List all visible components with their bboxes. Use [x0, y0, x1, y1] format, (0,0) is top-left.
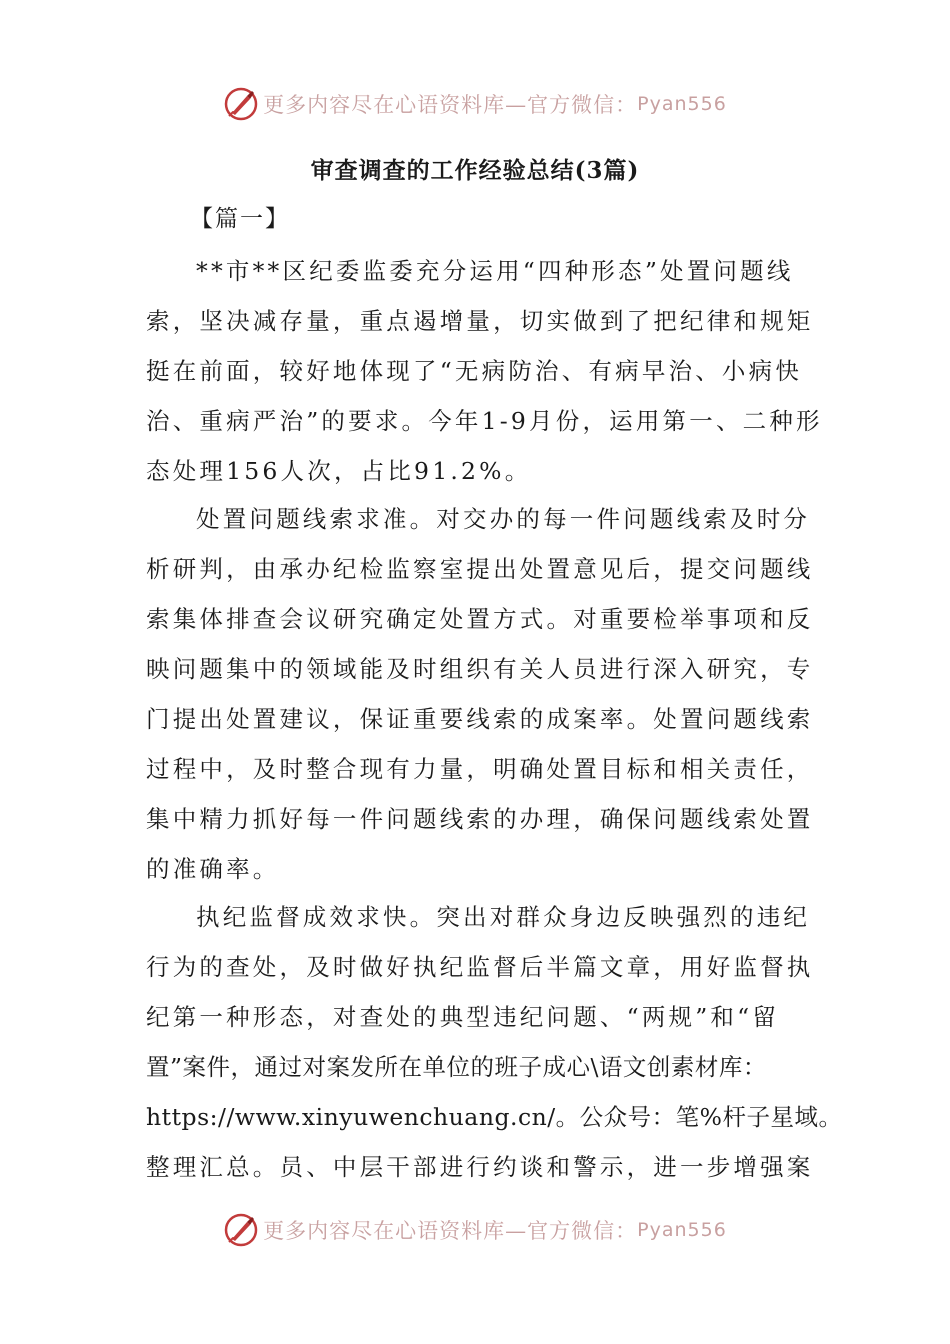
paragraph-line: 过程中，及时整合现有力量，明确处置目标和相关责任，	[146, 755, 814, 783]
paragraph-line: 集中精力抓好每一件问题线索的办理，确保问题线索处置	[146, 805, 814, 833]
paragraph-line: 的准确率。	[146, 855, 280, 883]
header-banner	[0, 82, 950, 126]
document-title: 审查调查的工作经验总结(3篇)	[310, 157, 640, 184]
paragraph-line: 映问题集中的领域能及时组织有关人员进行深入研究，专	[146, 655, 814, 683]
paragraph-line: 执纪监督成效求快。突出对群众身边反映强烈的违纪	[196, 903, 811, 931]
paragraph-1	[146, 246, 823, 496]
paragraph-line: 析研判，由承办纪检监察室提出处置意见后，提交问题线	[146, 555, 814, 583]
paragraph-line: 态处理156人次，占比91.2%。	[146, 457, 532, 485]
paragraph-line: 纪第一种形态，对查处的典型违纪问题、“两规”和“留	[146, 1003, 780, 1031]
paragraph-line: 置”案件，通过对案发所在单位的班子成心\语文创素材库：	[146, 1053, 767, 1081]
paragraph-line: 索集体排查会议研究确定处置方式。对重要检举事项和反	[146, 605, 814, 633]
quill-pen-icon	[223, 1212, 259, 1248]
footer-banner	[0, 1208, 950, 1252]
header-banner-wechat-id: Pyan556	[637, 93, 727, 115]
paragraph-2	[146, 494, 816, 894]
paragraph-line: 治、重病严治”的要求。今年1-9月份，运用第一、二种形	[146, 407, 823, 435]
footer-banner-text: 更多内容尽在心语资料库—官方微信：	[263, 1219, 638, 1243]
paragraph-3	[146, 892, 843, 1192]
paragraph-line: 整理汇总。员、中层干部进行约谈和警示，进一步增强案	[146, 1153, 814, 1181]
paragraph-line: https://www.xinyuwenchuang.cn/。公众号：笔%杆子星域。	[146, 1103, 843, 1131]
footer-banner-wechat-id: Pyan556	[637, 1219, 727, 1241]
quill-pen-icon	[223, 86, 259, 122]
paragraph-line: 行为的查处，及时做好执纪监督后半篇文章，用好监督执	[146, 953, 814, 981]
section-label: 【篇一】	[190, 206, 290, 232]
paragraph-line: 处置问题线索求准。对交办的每一件问题线索及时分	[196, 505, 811, 533]
header-banner-text: 更多内容尽在心语资料库—官方微信：	[263, 93, 638, 117]
paragraph-line: 索，坚决减存量，重点遏增量，切实做到了把纪律和规矩	[146, 307, 814, 335]
paragraph-line: 挺在前面，较好地体现了“无病防治、有病早治、小病快	[146, 357, 803, 385]
paragraph-line: **市**区纪委监委充分运用“四种形态”处置问题线	[196, 257, 794, 285]
paragraph-line: 门提出处置建议，保证重要线索的成案率。处置问题线索	[146, 705, 814, 733]
